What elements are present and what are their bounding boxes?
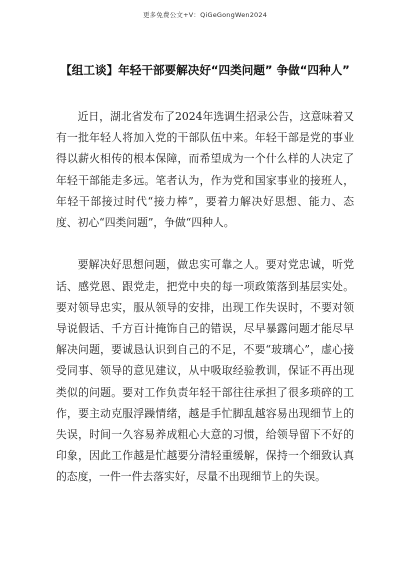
- header-note: 更多免费公文+V：QiGeGongWen2024: [142, 11, 268, 19]
- paragraph-2: 要解决好思想问题，做忠实可靠之人。要对党忠诚，听党话、感党恩、跟党走，把党中央的每一项政策落到基层实处。要对领导忠实，服从领导的安排，出现工作失误时，不要对领导说假话、千方百计掩饰自己的错误，尽早暴露问题才能尽早解决问题，要诚恳认识到自己的不足，不要“玻璃心”，虚心接受同事、领导的意见建议，从中吸取经验教训，保证不再出现类似的问题。要对工作负责年轻干部往往承担了很多琐碎的工作，要主动克服浮躁情绪，越是手忙脚乱越容易出现细节上的失误，时间一久容易养成粗心大意的习惯，给领导留下不好的印象，因此工作越是忙越要分清轻重缓解，保持一个细致认真的态度，一件一件去落实好，尽量不出现细节上的失误。: [56, 258, 354, 484]
- document-body: [56, 106, 354, 488]
- document-title: 【组工谈】年轻干部要解决好“四类问题” 争做“四种人”: [60, 63, 350, 77]
- paragraph-1: 近日，湖北省发布了2024年选调生招录公告，这意味着又有一批年轻人将加入党的干部队伍中来。年轻干部是党的事业得以薪火相传的根本保障，而希望成为一个什么样的人决定了年轻干部能走多远。笔者认为，作为党和国家事业的接班人，年轻干部接过时代“接力棒”，要着力解决好思想、能力、态度、初心“四类问题”，争做“四种人。: [56, 110, 354, 230]
